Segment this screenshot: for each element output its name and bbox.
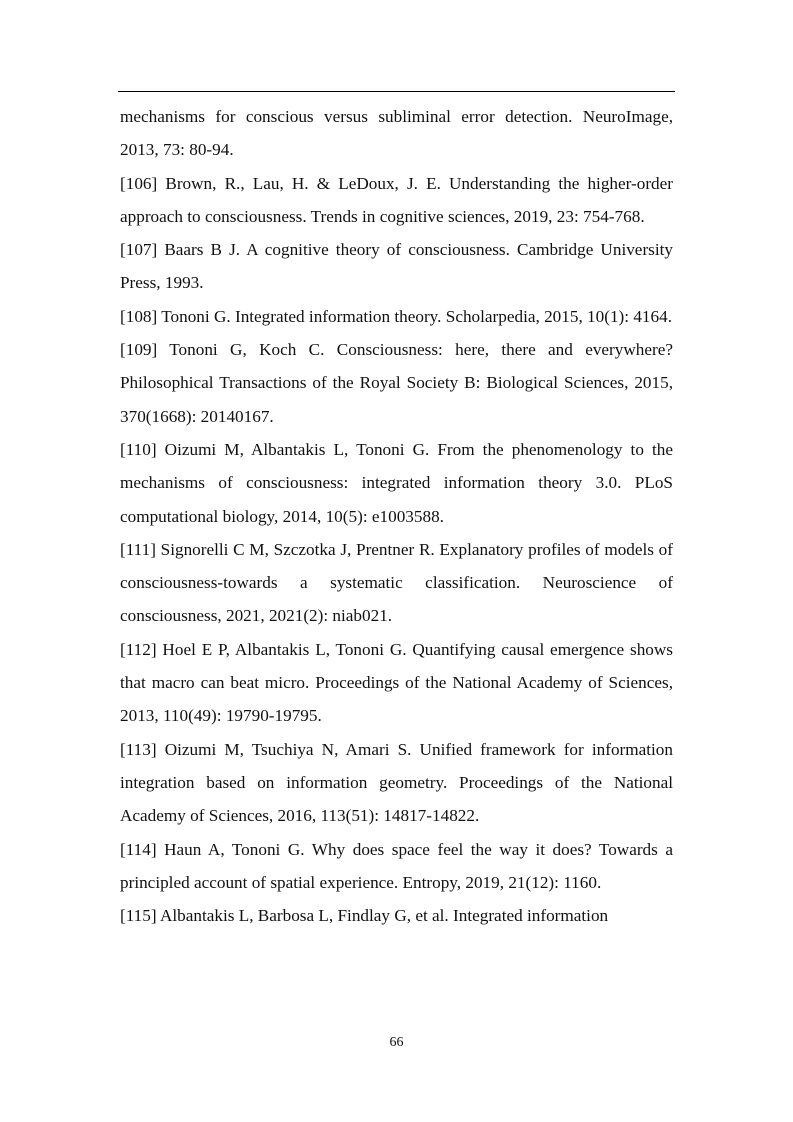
page-number: 66 — [389, 1035, 404, 1050]
reference-108: [108] Tononi G. Integrated information theory. Scholarpedia, 2015, 10(1): 4164. — [120, 306, 673, 326]
reference-109: [109] Tononi G, Koch C. Consciousness: here, there and everywhere? Philosophical Transactions of the Royal Society B: Biological Sciences, 2015, 370(1668): 20140167. — [120, 340, 673, 426]
reference-107: [107] Baars B J. A cognitive theory of consciousness. Cambridge University Press, 1993. — [120, 240, 673, 293]
reference-110: [110] Oizumi M, Albantakis L, Tononi G. From the phenomenology to the mechanisms of consciousness: integrated information theory 3.0. PLoS computational biology, 2014, 10(5): e1003588. — [120, 439, 673, 526]
reference-106: [106] Brown, R., Lau, H. & LeDoux, J. E. Understanding the higher-order approach to consciousness. Trends in cognitive sciences, 2019, 23: 754-768. — [120, 173, 673, 226]
reference-list — [120, 100, 673, 932]
reference-continuation: mechanisms for conscious versus subliminal error detection. NeuroImage, 2013, 73: 80-94. — [120, 107, 673, 160]
reference-111: [111] Signorelli C M, Szczotka J, Prentner R. Explanatory profiles of models of consciousness-towards a systematic classification. Neuroscience of consciousness, 2021, 2021(2): niab021. — [120, 539, 673, 626]
header-rule — [118, 91, 675, 92]
reference-112: [112] Hoel E P, Albantakis L, Tononi G. Quantifying causal emergence shows that macro can beat micro. Proceedings of the National Academy of Sciences, 2013, 110(49): 19790-19795. — [120, 639, 673, 726]
reference-115: [115] Albantakis L, Barbosa L, Findlay G, et al. Integrated information — [120, 906, 609, 926]
reference-114: [114] Haun A, Tononi G. Why does space feel the way it does? Towards a principled account of spatial experience. Entropy, 2019, 21(12): 1160. — [120, 839, 673, 892]
reference-113: [113] Oizumi M, Tsuchiya N, Amari S. Unified framework for information integration based on information geometry. Proceedings of the National Academy of Sciences, 2016, 113(51): 14817-14822. — [120, 739, 673, 826]
